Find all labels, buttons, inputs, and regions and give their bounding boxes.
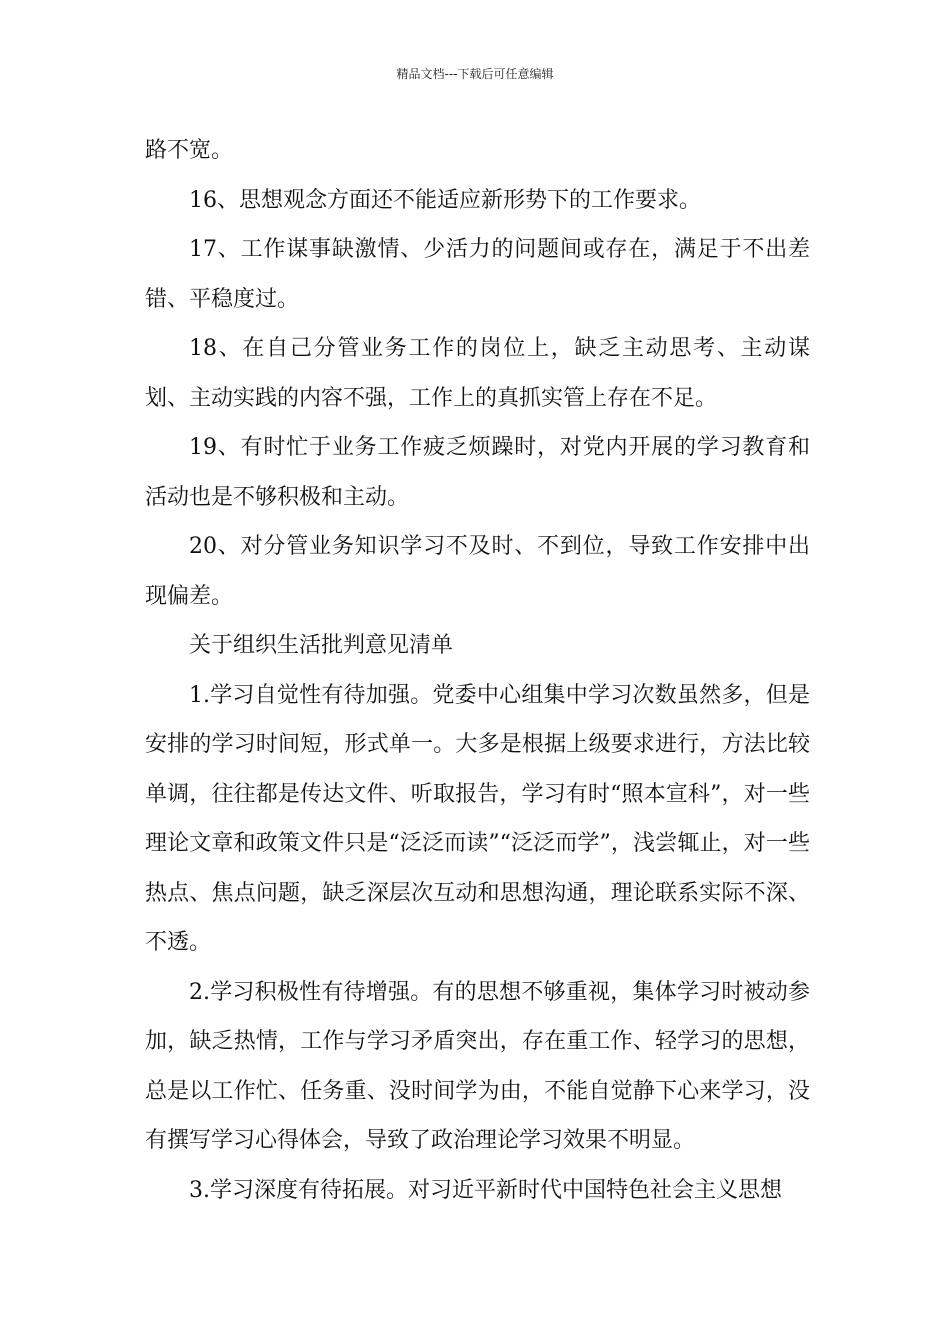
page-header: 精品文档---下载后可任意编辑 (396, 67, 554, 81)
paragraph-item-16: 16、思想观念方面还不能适应新形势下的工作要求。 (189, 187, 701, 213)
paragraph-item-18: 18、在自己分管业务工作的岗位上，缺乏主动思考、主动谋划、主动实践的内容不强，工作上的真抓实管上存在不足。 (145, 336, 810, 411)
paragraph-point-1: 1.学习自觉性有待加强。党委中心组集中学习次数虽然多，但是安排的学习时间短，形式单一。大多是根据上级要求进行，方法比较单调，往往都是传达文件、听取报告，学习有时“照本宣科”，对一些理论文章和政策文件只是“泛泛而读”“泛泛而学”，浅尝辄止，对一些热点、焦点问题，缺乏深层次互动和思想沟通，理论联系实际不深、不透。 (145, 682, 810, 955)
document-body (145, 126, 810, 1215)
paragraph-point-3: 3.学习深度有待拓展。对习近平新时代中国特色社会主义思想 (189, 1177, 782, 1203)
paragraph-point-2: 2.学习积极性有待增强。有的思想不够重视，集体学习时被动参加，缺乏热情，工作与学习矛盾突出，存在重工作、轻学习的思想，总是以工作忙、任务重、没时间学为由，不能自觉静下心来学习，没有撰写学习心得体会，导致了政治理论学习效果不明显。 (145, 979, 810, 1153)
paragraph-item-19: 19、有时忙于业务工作疲乏烦躁时，对党内开展的学习教育和活动也是不够积极和主动。 (145, 435, 810, 510)
paragraph-continuation: 路不宽。 (145, 138, 234, 163)
paragraph-item-17: 17、工作谋事缺激情、少活力的问题间或存在，满足于不出差错、平稳度过。 (145, 237, 810, 312)
paragraph-item-20: 20、对分管业务知识学习不及时、不到位，导致工作安排中出现偏差。 (145, 534, 810, 609)
section-heading: 关于组织生活批判意见清单 (189, 633, 454, 658)
